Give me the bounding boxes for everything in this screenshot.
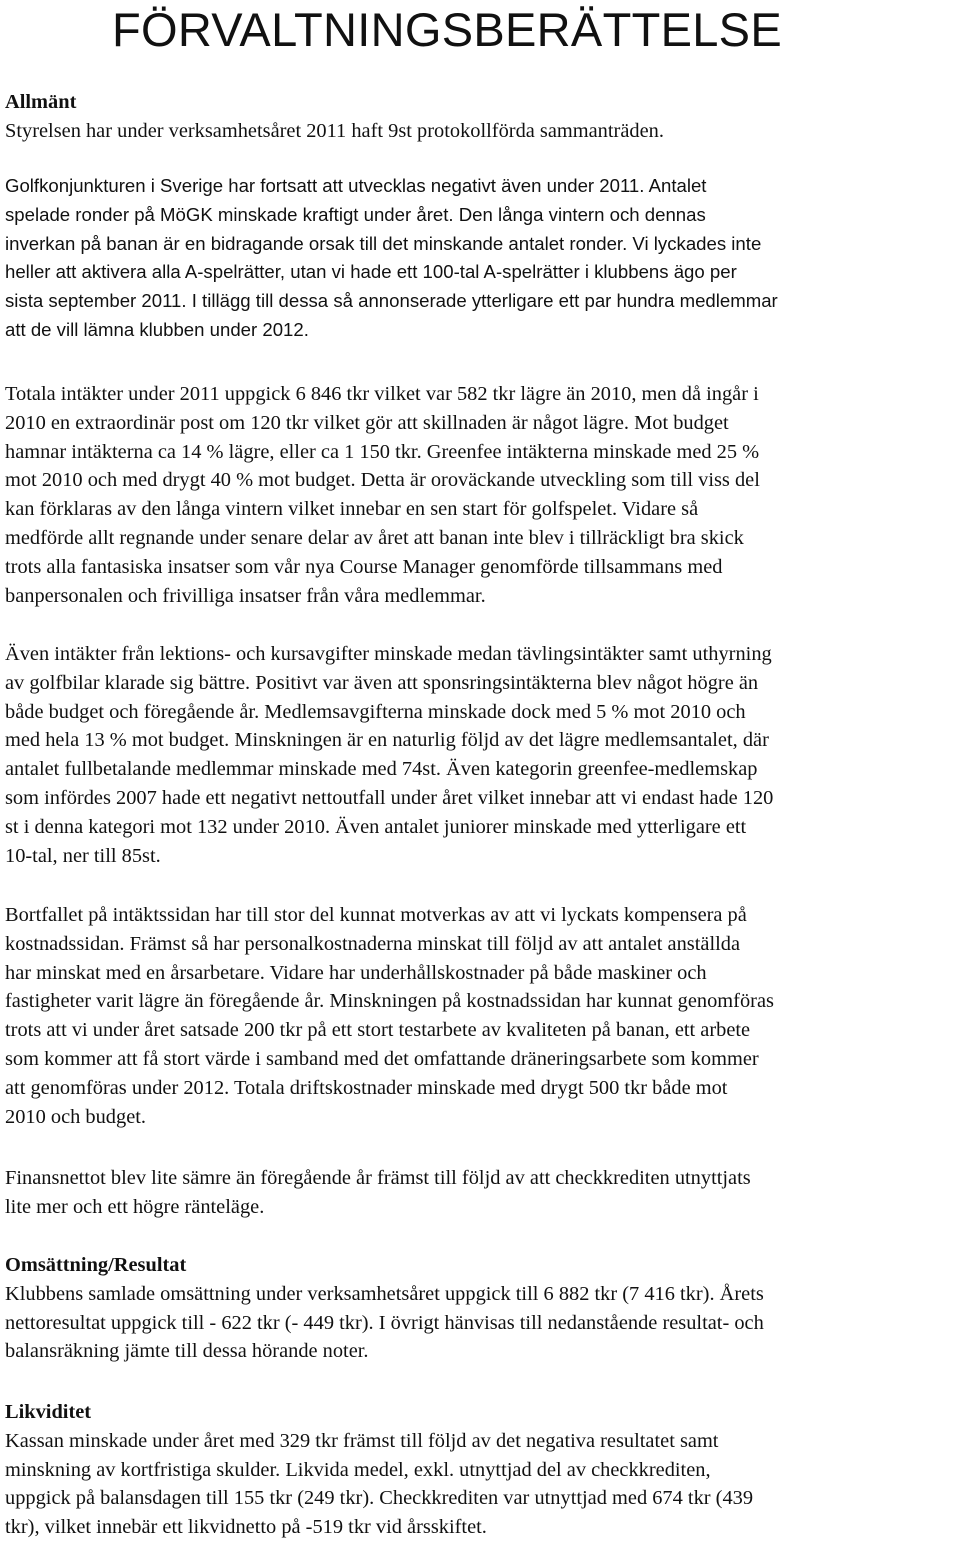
paragraph-line: Golfkonjunkturen i Sverige har fortsatt att utvecklas negativt även under 2011. Antalet xyxy=(5,175,707,196)
paragraph-line: heller att aktivera alla A-spelrätter, utan vi hade ett 100-tal A-spelrätter i klubbens ägo per xyxy=(5,261,737,283)
paragraph-line: trots att vi under året satsade 200 tkr på ett stort testarbete av kvaliteten på banan, ett arbete xyxy=(5,1019,751,1042)
paragraph-line: hamnar intäkterna ca 14 % lägre, eller ca 1 150 tkr. Greenfee intäkterna minskade med 25 % xyxy=(5,440,760,463)
section-heading-likviditet: Likviditet xyxy=(5,1401,92,1423)
paragraph-line: Klubbens samlade omsättning under verksamhetsåret uppgick till 6 882 tkr (7 416 tkr). Årets xyxy=(5,1282,764,1305)
paragraph-line: 2010 en extraordinär post om 120 tkr vilket gör att skillnaden är något lägre. Mot budget xyxy=(5,411,729,434)
paragraph-line: Totala intäkter under 2011 uppgick 6 846 tkr vilket var 582 tkr lägre än 2010, men då ingår i xyxy=(5,383,759,405)
paragraph-line: antalet fullbetalande medlemmar minskade med 74st. Även kategorin greenfee-medlemskap xyxy=(5,758,758,781)
paragraph-line: fastigheter varit lägre än föregående år. Minskningen på kostnadssidan har kunnat genomföras xyxy=(5,990,774,1013)
paragraph-line: med hela 13 % mot budget. Minskningen är en naturlig följd av det lägre medlemsantalet, där xyxy=(5,729,769,752)
paragraph-line: 2010 och budget. xyxy=(5,1105,147,1128)
paragraph-line: st i denna kategori mot 132 under 2010. Även antalet juniorer minskade med ytterligare ett xyxy=(5,815,747,838)
paragraph-line: minskning av kortfristiga skulder. Likvida medel, exkl. utnyttjad del av checkkrediten, xyxy=(5,1458,711,1481)
paragraph-golfkonjunkturen xyxy=(5,172,957,345)
paragraph-line: att genomföras under 2012. Totala driftskostnader minskade med drygt 500 tkr både mot xyxy=(5,1076,728,1099)
paragraph-bortfallet xyxy=(5,901,957,1131)
paragraph-line: Bortfallet på intäktssidan har till stor del kunnat motverkas av att vi lyckats kompensera på xyxy=(5,904,747,926)
paragraph-line: trots alla fantasiska insatser som vår nya Course Manager genomförde tillsammans med xyxy=(5,555,723,578)
section-heading-omsattning-resultat: Omsättning/Resultat xyxy=(5,1254,187,1276)
paragraph-aven-intakter xyxy=(5,640,957,870)
paragraph-line: Kassan minskade under året med 329 tkr främst till följd av det negativa resultatet samt xyxy=(5,1429,719,1452)
section-heading-allmant: Allmänt xyxy=(5,91,77,113)
paragraph-line: 10-tal, ner till 85st. xyxy=(5,844,161,867)
paragraph-finansnettot xyxy=(5,1164,957,1222)
paragraph-line: som infördes 2007 hade ett negativt nettoutfall under året vilket innebar att vi endast hade 120 xyxy=(5,786,774,809)
paragraph-line: både budget och föregående år. Medlemsavgifterna minskade dock med 5 % mot 2010 och xyxy=(5,700,746,723)
paragraph-line: kan förklaras av den långa vintern vilket innebar en sen start för golfspelet. Vidare så xyxy=(5,498,699,521)
paragraph-line: Styrelsen har under verksamhetsåret 2011 haft 9st protokollförda sammanträden. xyxy=(5,119,664,142)
paragraph-line: banpersonalen och frivilliga insatser från våra medlemmar. xyxy=(5,584,486,607)
paragraph-line: medförde allt regnande under senare delar av året att banan inte blev i tillräckligt bra skick xyxy=(5,526,744,549)
paragraph-line: har minskat med en årsarbetare. Vidare har underhållskostnader på både maskiner och xyxy=(5,961,707,984)
paragraph-line: balansräkning jämte till dessa hörande noter. xyxy=(5,1340,369,1363)
paragraph-line: mot 2010 och med drygt 40 % mot budget. Detta är oroväckande utveckling som till viss del xyxy=(5,469,760,492)
paragraph-line: att de vill lämna klubben under 2012. xyxy=(5,318,309,340)
paragraph-line: Finansnettot blev lite sämre än föregående år främst till följd av att checkkrediten utnyttjats xyxy=(5,1167,751,1189)
paragraph-line: av golfbilar klarade sig bättre. Positivt var även att sponsringsintäkterna blev något högre än xyxy=(5,671,759,694)
paragraph-line: nettoresultat uppgick till - 622 tkr (- 449 tkr). I övrigt hänvisas till nedanstående resultat- och xyxy=(5,1311,764,1334)
paragraph-line: uppgick på balansdagen till 155 tkr (249 tkr). Checkkrediten var utnyttjad med 674 tkr (439 xyxy=(5,1487,754,1510)
paragraph-line: lite mer och ett högre ränteläge. xyxy=(5,1195,265,1218)
section-likviditet xyxy=(5,1398,957,1542)
section-omsattning-resultat xyxy=(5,1251,957,1366)
paragraph-line: tkr), vilket innebär ett likvidnetto på -519 tkr vid årsskiftet. xyxy=(5,1516,487,1539)
paragraph-line: spelade ronder på MöGK minskade kraftigt under året. Den långa vintern och dennas xyxy=(5,203,706,225)
paragraph-line: kostnadssidan. Främst så har personalkostnaderna minskat till följd av att antalet anställda xyxy=(5,932,741,955)
page-title: FÖRVALTNINGSBERÄTTELSE xyxy=(112,3,782,56)
paragraph-totala-intakter xyxy=(5,380,957,610)
paragraph-line: sista september 2011. I tillägg till dessa så annonserade ytterligare ett par hundra medlemmar xyxy=(5,290,778,312)
paragraph-line: Även intäkter från lektions- och kursavgifter minskade medan tävlingsintäkter samt uthyrning xyxy=(5,643,772,665)
section-allmant xyxy=(5,88,957,146)
paragraph-line: som kommer att få stort värde i samband med det omfattande dräneringsarbete som kommer xyxy=(5,1047,759,1070)
paragraph-line: inverkan på banan är en bidragande orsak till det minskande antalet ronder. Vi lyckades inte xyxy=(5,232,762,254)
